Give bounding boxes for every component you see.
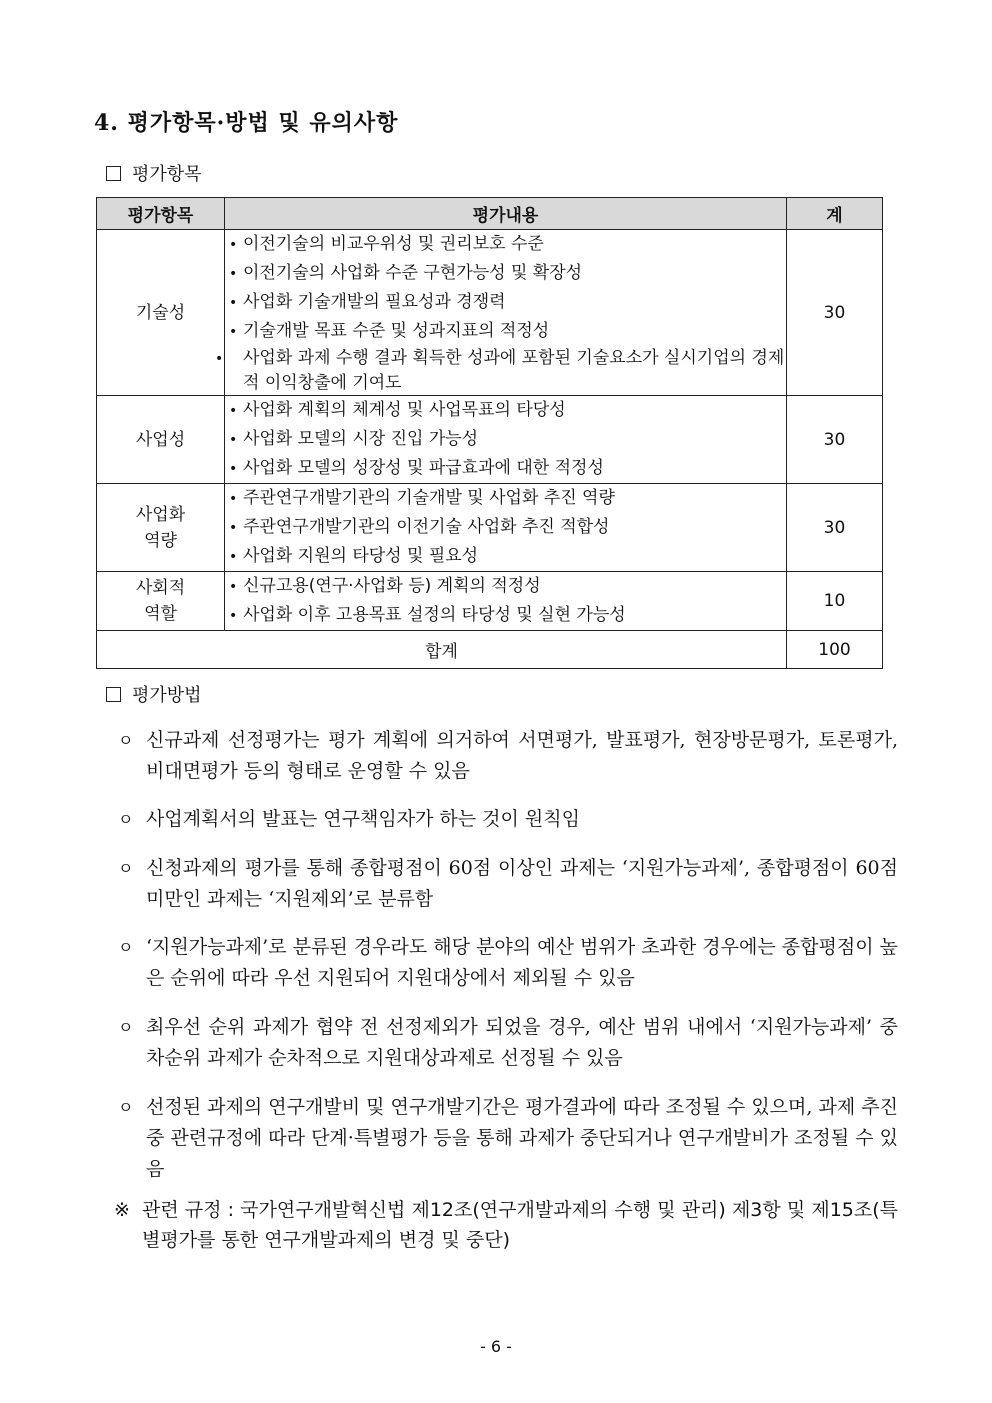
list-item: • 사업화 과제 수행 결과 획득한 성과에 포함된 기술요소가 실시기업의 경제적 이익창출에 기여도: [215, 348, 785, 393]
regulation-note: [114, 1195, 898, 1255]
score-cell: 30: [787, 484, 883, 572]
list-item: • 주관연구개발기관의 이전기술 사업화 추진 적합성: [229, 517, 610, 537]
list-item: • 사업화 모델의 성장성 및 파급효과에 대한 적정성: [229, 458, 604, 478]
method-item: [118, 725, 898, 787]
list-item: • 주관연구개발기관의 기술개발 및 사업화 추진 역량: [229, 488, 615, 508]
method-text: 선정된 과제의 연구개발비 및 연구개발기간은 평가결과에 따라 조정될 수 있으며, 과제 추진 중 관련규정에 따라 단계·특별평가 등을 통해 과제가 중단되거나 연구개발비가 조정될 수 있음: [146, 1096, 898, 1180]
list-item: • 이전기술의 비교우위성 및 권리보호 수준: [229, 234, 544, 254]
category-cell: [97, 230, 225, 396]
score-cell: 30: [787, 230, 883, 396]
list-item: • 사업화 이후 고용목표 설정의 타당성 및 실현 가능성: [229, 605, 626, 625]
page-title: 4. 평가항목·방법 및 유의사항: [94, 110, 399, 136]
table-row: [97, 484, 883, 572]
checkbox-square-icon: [106, 687, 121, 702]
table-row: [97, 572, 883, 631]
total-label: 합계: [97, 631, 787, 669]
list-item: • 신규고용(연구·사업화 등) 계획의 적정성: [229, 576, 541, 596]
method-text: 신청과제의 평가를 통해 종합평점이 60점 이상인 과제는 ‘지원가능과제’, 종합평점이 60점 미만인 과제는 ‘지원제외’로 분류함: [146, 857, 898, 910]
content-cell: [225, 484, 787, 572]
page-number: - 6 -: [480, 1337, 512, 1356]
list-item: • 기술개발 목표 수준 및 성과지표의 적정성: [229, 321, 550, 341]
method-text: ‘지원가능과제’로 분류된 경우라도 해당 분야의 예산 범위가 초과한 경우에는 종합평점이 높은 순위에 따라 우선 지원되어 지원대상에서 제외될 수 있음: [146, 936, 898, 989]
content-cell: [215, 230, 787, 396]
section-evaluation-method: [106, 681, 202, 707]
note-text: 관련 규정 : 국가연구개발혁신법 제12조(연구개발과제의 수행 및 관리) 제3항 및 제15조(특별평가를 통한 연구개발과제의 변경 및 중단): [142, 1199, 898, 1251]
category-label: 사회적: [135, 578, 186, 598]
method-text: 신규과제 선정평가는 평가 계획에 의거하여 서면평가, 발표평가, 현장방문평가, 토론평가, 비대면평가 등의 형태로 운영할 수 있음: [146, 729, 898, 782]
list-item: • 사업화 계획의 체계성 및 사업목표의 타당성: [229, 400, 566, 420]
content-cell: [225, 572, 787, 631]
list-item: • 사업화 모델의 시장 진입 가능성: [229, 429, 479, 449]
method-item: [118, 1012, 898, 1074]
category-label: 역량: [144, 530, 177, 551]
reference-mark-icon: ※: [114, 1199, 130, 1221]
table-row: [97, 396, 883, 484]
method-item: [118, 932, 898, 994]
circle-bullet-icon: ㅇ: [118, 1098, 134, 1117]
circle-bullet-icon: ㅇ: [118, 859, 134, 878]
category-label: 기술성: [135, 302, 186, 323]
category-label: 사업화: [135, 504, 186, 525]
list-item: • 사업화 지원의 타당성 및 필요성: [229, 546, 479, 566]
method-item: [118, 853, 898, 915]
section-evaluation-items: [106, 160, 202, 186]
method-item: [118, 1092, 898, 1185]
circle-bullet-icon: ㅇ: [118, 810, 134, 829]
evaluation-table: [96, 197, 883, 669]
table-header-row: [97, 198, 883, 230]
header-category: 평가항목: [97, 198, 225, 230]
content-cell: [225, 396, 787, 484]
list-item: • 이전기술의 사업화 수준 구현가능성 및 확장성: [229, 263, 583, 283]
category-cell: [97, 396, 225, 484]
category-cell: [97, 484, 225, 572]
header-content: 평가내용: [225, 198, 787, 230]
score-cell: 30: [787, 396, 883, 484]
circle-bullet-icon: ㅇ: [118, 1018, 134, 1037]
method-item: [118, 804, 898, 835]
method-text: 최우선 순위 과제가 협약 전 선정제외가 되었을 경우, 예산 범위 내에서 ‘지원가능과제’ 중 차순위 과제가 순차적으로 지원대상과제로 선정될 수 있음: [146, 1016, 898, 1069]
circle-bullet-icon: ㅇ: [118, 938, 134, 957]
score-cell: 10: [787, 572, 883, 631]
category-label: 사업성: [135, 429, 186, 450]
total-row: [97, 631, 883, 669]
list-item: • 사업화 기술개발의 필요성과 경쟁력: [229, 292, 506, 312]
section-title: 평가항목: [132, 164, 202, 185]
method-text: 사업계획서의 발표는 연구책임자가 하는 것이 원칙임: [146, 808, 580, 830]
checkbox-square-icon: [106, 166, 121, 181]
header-score: 계: [787, 198, 883, 230]
circle-bullet-icon: ㅇ: [118, 731, 134, 750]
section-title: 평가방법: [132, 685, 202, 706]
table-row: [97, 230, 883, 396]
total-score: 100: [787, 631, 883, 669]
category-label: 역할: [144, 604, 177, 624]
category-cell: [97, 572, 225, 631]
